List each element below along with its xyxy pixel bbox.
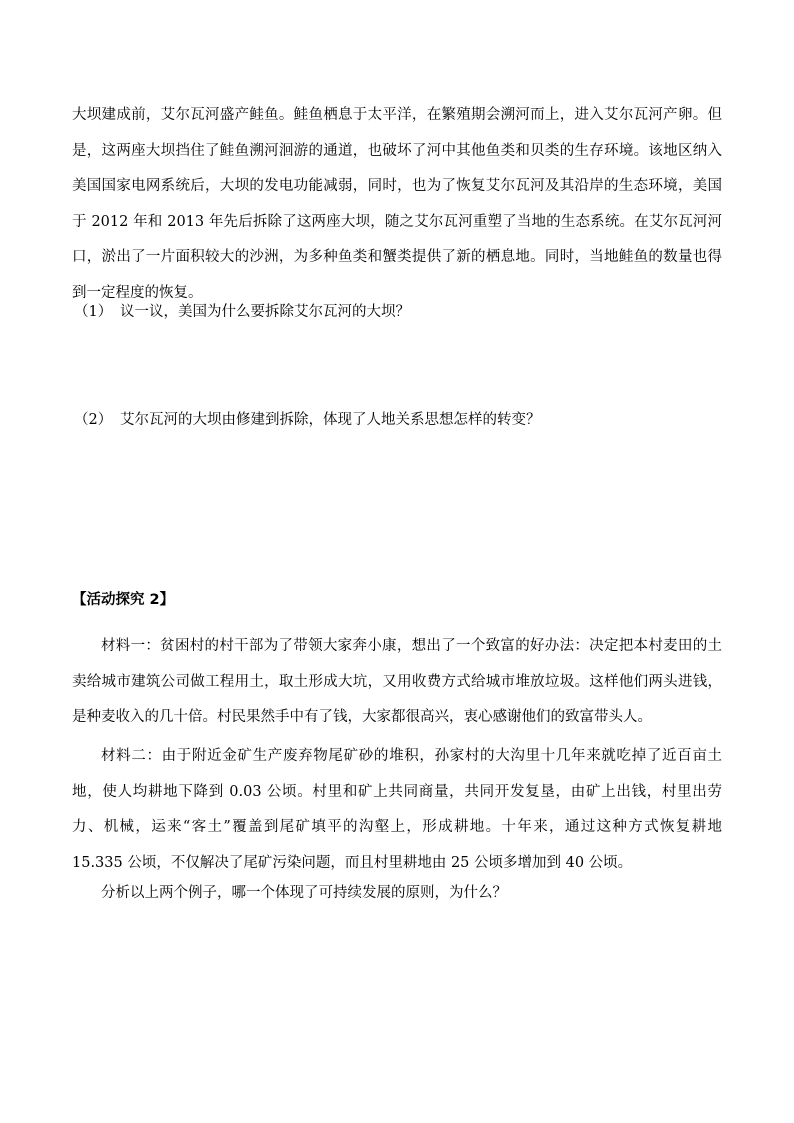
question-2 [74, 410, 541, 430]
question-2-text: 艾尔瓦河的大坝由修建到拆除，体现了人地关系思想怎样的转变？ [120, 412, 541, 428]
question-1-text: 议一议，美国为什么要拆除艾尔瓦河的大坝？ [120, 304, 410, 320]
question-2-number: （2） [74, 412, 113, 428]
question-1 [74, 302, 410, 322]
material-2-paragraph: 材料二：由于附近金矿生产废弃物尾矿砂的堆积，孙家村的大沟里十几年来就吃掉了近百亩土地，使人均耕地下降到 0.03 公顷。村里和矿上共同商量，共同开发复垦，由矿上出钱，村里出劳力、机械，运来“客土”覆盖到尾矿填平的沟壑上，形成耕地。十年来，通过这种方式恢复耕地 15.335 公顷，不仅解决了尾矿污染问题，而且村里耕地由 25 公顷多增加到 40 公顷。 [72, 748, 722, 871]
activity-title: 【活动探究 2】 [72, 592, 175, 608]
intro-paragraph: 大坝建成前，艾尔瓦河盛产鲑鱼。鲑鱼栖息于太平洋，在繁殖期会溯河而上，进入艾尔瓦河产卵。但是，这两座大坝挡住了鲑鱼溯河洄游的通道，也破坏了河中其他鱼类和贝类的生存环境。该地区纳入美国国家电网系统后，大坝的发电功能减弱，同时，也为了恢复艾尔瓦河及其沿岸的生态环境，美国于 2012 年和 2013 年先后拆除了这两座大坝，随之艾尔瓦河重塑了当地的生态系统。在艾尔瓦河河口，淤出了一片面积较大的沙洲，为多种鱼类和蟹类提供了新的栖息地。同时，当地鲑鱼的数量也得到一定程度的恢复。 [72, 107, 722, 301]
question-1-number: （1） [74, 304, 113, 320]
material-1-paragraph: 材料一：贫困村的村干部为了带领大家奔小康，想出了一个致富的好办法：决定把本村麦田的土卖给城市建筑公司做工程用土，取土形成大坑，又用收费方式给城市堆放垃圾。这样他们两头进钱，是种麦收入的几十倍。村民果然手中有了钱，大家都很高兴，衷心感谢他们的致富带头人。 [72, 638, 722, 725]
analysis-prompt: 分析以上两个例子，哪一个体现了可持续发展的原则，为什么？ [101, 885, 507, 901]
